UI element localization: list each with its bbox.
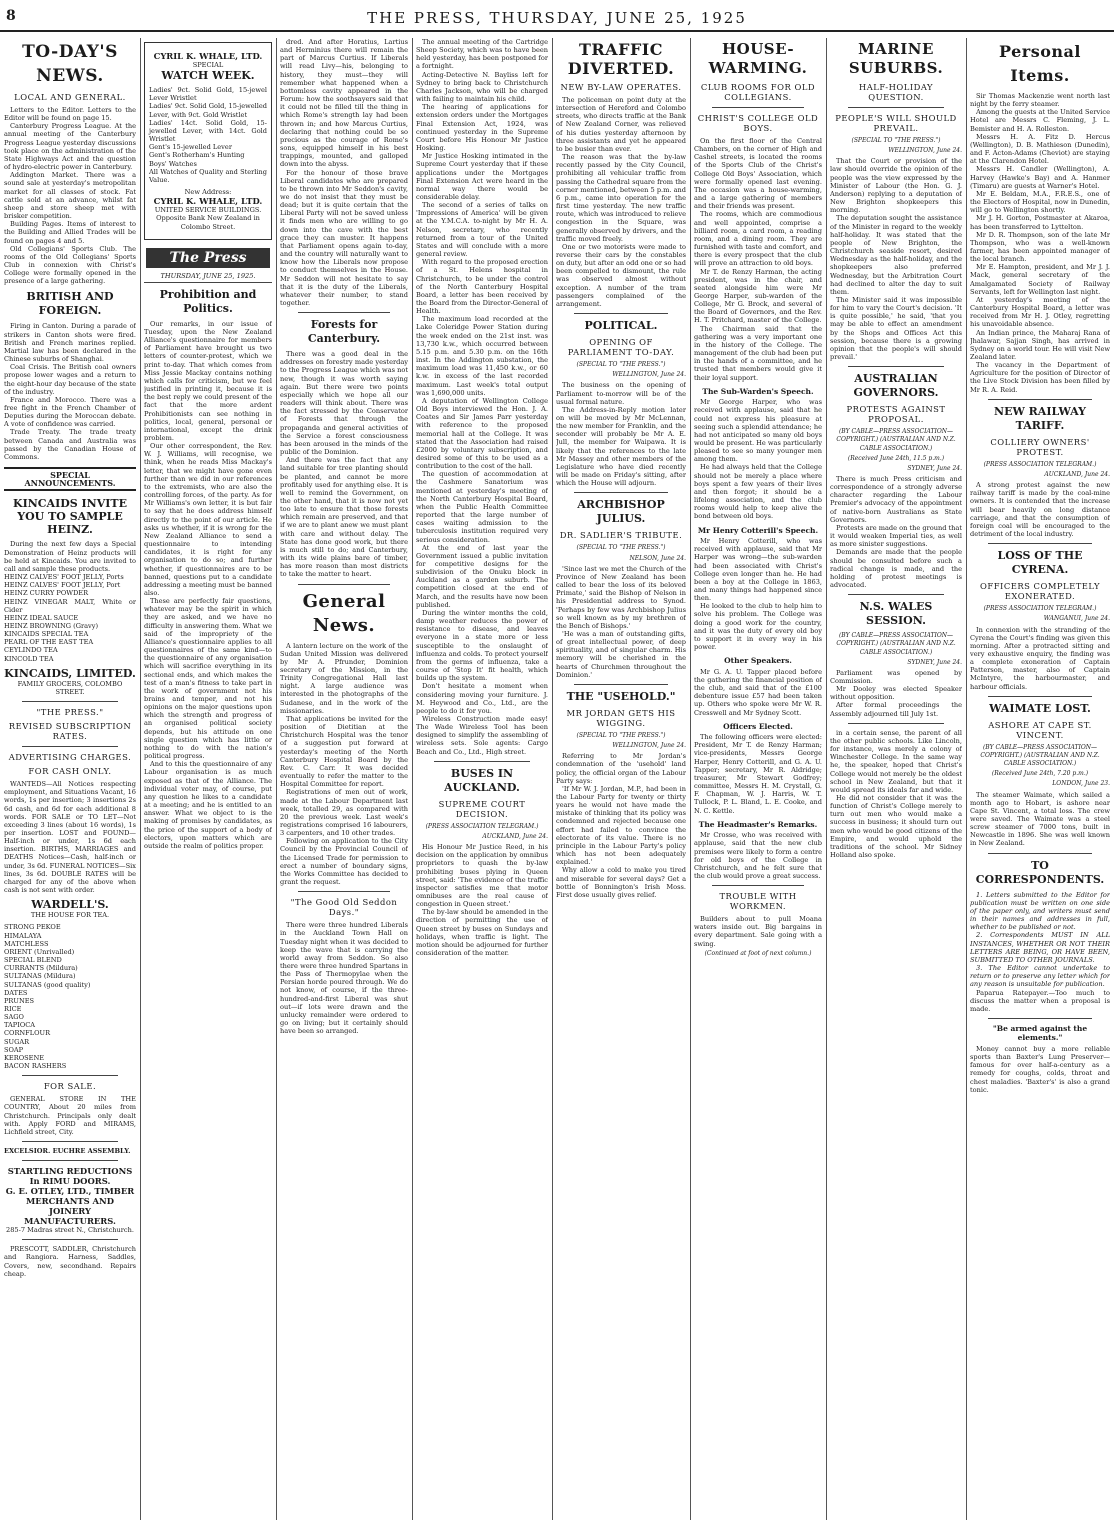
governors-paragraph: Demands are made that the people should be consulted before such a radical change is made, and the holding of protest meetings is advocated. xyxy=(830,548,962,590)
wardells-item: DATES xyxy=(4,988,28,997)
news-item: Coal Crisis. The British coal owners propose lower wages and a return to the eight-hour day because of the state of the industry. xyxy=(4,363,136,396)
column-rule xyxy=(966,38,967,1520)
house-warming-paragraph: On the first floor of the Central Chambers, on the corner of High and Cashel streets, is located the rooms of the Sports Club of the Christ's College Old Boys' Association, which were formally opened last evening. The occasion was a house-warming, and a large gathering of members and their friends was present. xyxy=(694,137,822,211)
editorial-paragraph: And to this the questionnaire of any Labour organisation is as much exposed as that of the Alliance. The individual voter may, of course, put any question he likes to a candidate at a meeting; and he is entitled to an answer. What we object to is the making of promises by candidates, as the price of the support of a body of electors, upon matters which are outside the realm of politics proper. xyxy=(144,760,272,850)
archbishop-paragraph: 'Since last we met the Church of the Province of New Zealand has been called to bear the loss of its beloved Primate,' said the Bishop of Nelson in his Presidential address to Synod. 'Perhaps by few was Archbishop Julius so well known as by my brethren of the Bench of Bishops.' xyxy=(556,564,686,630)
heinz-item: KINCOLD TEA xyxy=(4,654,54,663)
railway-dateline: AUCKLAND, June 24. xyxy=(1044,470,1110,478)
personal-item: Mr J. H. Gorton, Postmaster at Akaroa, has been transferred to Lyttelton. xyxy=(970,214,1110,231)
buses-title: BUSES IN AUCKLAND. xyxy=(444,766,520,794)
general-news-heading: General News. xyxy=(302,590,386,636)
column-7 xyxy=(830,38,962,1520)
railway-tariff-title: NEW RAILWAY TARIFF. xyxy=(994,404,1086,432)
wardells-item: KEROSENE xyxy=(4,1053,45,1062)
watch-item: Ladies' 9ct. Solid Gold, 15-jewelled Lever, with 9ct. Gold Wristlet xyxy=(149,102,267,119)
sub-warden-title: The Sub-Warden's Speech. xyxy=(702,386,814,396)
headmaster-paragraph: Mr Crosse, who was received with applause, said that the new club premises were likely to form a centre for old boys of the College in Christchurch, and he felt sure that the club would prove a great success. xyxy=(694,831,822,880)
usehold-paragraph: Referring to Mr Jordan's condemnation of the 'usehold' land policy, the official organ of the Labour Party says: xyxy=(556,752,686,785)
forests-title: Forests for Canterbury. xyxy=(307,318,381,346)
wardells-item: CORNFLOUR xyxy=(4,1029,51,1038)
wardells-item: HIMALAYA xyxy=(4,931,42,940)
otley-ad: G. E. OTLEY, LTD., TIMBER MERCHANTS AND JOINERY MANUFACTURERS. xyxy=(5,1186,135,1227)
editorial-paragraph: These are perfectly fair questions, whatever may be the spirit in which they are asked, and we have no difficulty in answering them. What we said of the impropriety of the Alliance's questionnaire applies to all questionnaires of the same kind—to the questionnaire of any organisation which will sacrifice everything in its sectional ends, and which makes the test of a man's fitness to take part in the work of government not his brains and temper, and not his opinions on the major questions upon which the strength and progress of an organised political society depends, but his attitude on one single question which has little or nothing to do with the nation's political progress. xyxy=(144,597,272,761)
news-paragraph: A deputation of Wellington College Old Boys interviewed the Hon. J. A. Coates and Sir James Parr yesterday with reference to the proposed memorial hall at the College. It was stated that the Association had raised £2000 by voluntary subscription, and desired some of this to be used as a contribution to the cost of the hall. xyxy=(416,396,548,471)
usehold-title: THE "USEHOLD." xyxy=(566,689,676,703)
house-warming-subtitle-2: CHRIST'S COLLEGE OLD BOYS. xyxy=(697,113,819,133)
column-6 xyxy=(694,38,822,1520)
marine-suburbs-title: MARINE SUBURBS. xyxy=(848,40,944,77)
traffic-paragraph: The policeman on point duty at the intersection of Hereford and Colombo streets, who directs traffic at the Bank of New Zealand Corner, was relieved of his duties yesterday afternoon by three assistants and yet he appeared to be busier than ever. xyxy=(556,96,686,153)
speakers-title: Other Speakers. xyxy=(724,656,792,666)
heinz-item: HEINZ VINEGAR MALT, White or Cider xyxy=(4,597,136,614)
personal-item: Mr E. Beldam, M.A., F.R.E.S., one of the Electors of Hospital, now in Dunedin, will go to Wellington shortly. xyxy=(970,189,1110,215)
political-dateline: WELLINGTON, June 24. xyxy=(612,371,686,379)
personal-item: Mr D. R. Thompson, son of the late Mr Thompson, who was a well-known farmer, has been appointed manager of the local branch. xyxy=(970,230,1110,264)
advertising-body: WANTEDS—All Notices respecting employment, and Situations Vacant, 16 words, 1s per insertion; 3 insertions 2s 6d cash, and 6d for each additional 8 words. FOR SALE or TO LET—Not exceeding 3 lines (about 16 words), 1s per insertion. LOST and FOUND—Half-inch or under, 1s 6d each insertion. BIRTHS, MARRIAGES and DEATHS Notices—Cash, half-inch or under, 3s 6d. FUNERAL NOTICES—Six lines, 3s 6d. DOUBLE RATES will be charged for any of the above when cash is not sent with order. xyxy=(4,780,136,895)
whale-new-address-label: New Address: xyxy=(184,188,232,197)
marine-suburbs-subtitle-2: PEOPLE'S WILL SHOULD PREVAIL. xyxy=(835,113,957,133)
news-paragraph: During the winter months the cold, damp weather reduces the power of resistance to disease, and leaves everyone in a state more or less susceptible to the onslaught of influenza and colds. To protect yourself from the germs of influenza, take a course of 'Stop It' fit health, which builds up the system. xyxy=(416,608,548,683)
railway-paragraph: A strong protest against the new railway tariff is made by the coal-mine owners. It is contended that the increase will bear heavily on long distance carriage, and that the consumption of foreign coal will be encouraged to the detriment of the local industry. xyxy=(970,481,1110,539)
special-announcements-heading: SPECIAL ANNOUNCEMENTS. xyxy=(4,467,136,491)
wardells-item: SULTANAS (good quality) xyxy=(4,980,91,989)
archbishop-byline: (SPECIAL TO "THE PRESS.") xyxy=(576,544,666,552)
usehold-dateline: WELLINGTON, June 24. xyxy=(612,742,686,750)
cyrena-subtitle: OFFICERS COMPLETELY EXONERATED. xyxy=(980,581,1100,602)
political-paragraph: The business on the opening of Parliament to-morrow will be of the usual formal nature. xyxy=(556,381,686,406)
wardells-item: SPECIAL BLEND xyxy=(4,956,62,965)
watch-item: Ladies' 9ct. Solid Gold, 15-jewel Lever Wristlet xyxy=(149,86,267,103)
local-general-subhead: LOCAL AND GENERAL. xyxy=(14,92,126,102)
trouble-paragraph: Builders about to pull Moana waters inside out. Big bargains in every department. Sale going with a swing. xyxy=(694,915,822,948)
buses-subtitle: SUPREME COURT DECISION. xyxy=(438,798,526,819)
press-logo: The Press xyxy=(146,248,270,268)
general-news-item: Following on application to the City Council by the Provincial Council of the Licensed Trade for permission to erect a number of boundary signs, the Works Committee has decided to grant the request. xyxy=(280,837,408,887)
wardells-item: PRUNES xyxy=(4,996,35,1005)
watch-item: Gent's 15-jewelled Lever xyxy=(149,143,232,152)
page-number: 8 xyxy=(6,8,16,24)
heinz-item: HEINZ CALVES' FOOT JELLY, Port xyxy=(4,581,121,590)
news-item: Old Collegians' Sports Club. The rooms of the Old Collegians' Sports Club in connexion with Christ's College were formally opened in the presence of a large gathering. xyxy=(4,244,136,286)
speakers-paragraph: Mr G. A. U. Tapper placed before the gathering the financial position of the club, and said that of the £100 debenture issue £57 had been taken up. Others who spoke were Mr W. R. Cresswell and Mr Sydney Scott. xyxy=(694,667,822,717)
personal-item: Messrs H. Candler (Wellington), A. Harvey (Hawke's Bay) and A. Hanmer (Timaru) are guests at Warner's Hotel. xyxy=(970,165,1110,190)
column-rule xyxy=(826,38,827,1520)
waimate-byline: (BY CABLE—PRESS ASSOCIATION—COPYRIGHT.) (AUSTRALIAN AND N.Z. CABLE ASSOCIATION.) xyxy=(980,743,1100,768)
heinz-item: HEINZ IDEAL SAUCE xyxy=(4,613,79,622)
news-paragraph: The hearing of applications for extension orders under the Mortgages Final Extension Act, 1924, was continued yesterday in the Supreme Court before His Honour Mr Justice Hosking. xyxy=(416,103,548,153)
house-warming-title: HOUSE-WARMING. xyxy=(708,40,808,77)
excelsior-ad: EXCELSIOR. EUCHRE ASSEMBLY. xyxy=(4,1147,131,1155)
editorial-continued: dred. And after Horatius, Lartius and Herminius there will remain the part of Marcus Curtius. If Liberals will read Livy—his, belonging to history, they must—they will remember what happened when a bottomless cavity appeared in the Forum: how the soothsayers said that it could not be filled till the thing in which Rome's strength lay had been thrown in; and how Marcus Curtius, declaring that nothing could be so precious as the courage of Rome's sons, equipped himself in his best trappings, mounted, and galloped down into the abyss. xyxy=(280,38,408,169)
buses-paragraph: His Honour Mr Justice Reed, in his decision on the application by omnibus proprietors to quash the by-law prohibiting buses plying in Queen street, said: 'The evidence of the traffic inspector satisfies me that motor omnibuses are the real cause of congestion in Queen street.' xyxy=(416,843,548,909)
news-paragraph: Acting-Detective N. Bayliss left for Sydney to bring back to Christchurch Charles Jackson, who will be charged with failing to maintain his child. xyxy=(416,70,548,104)
news-paragraph: With regard to the proposed erection of a St. Helens hospital in Christchurch, to be under the control of the North Canterbury Hospital Board, a letter has been received by the Board from the Director-General of Health. xyxy=(416,258,548,316)
continued-note: (Continued at foot of next column.) xyxy=(704,949,812,957)
house-warming-paragraph: The rooms, which are commodious and well appointed, comprise a billiard room, a card room, a reading room, and a dining room. They are furnished with taste and comfort, and there is every prospect that the club will prove an attraction to old boys. xyxy=(694,210,822,268)
watch-item: Boys' Watches xyxy=(149,159,197,168)
governors-paragraph: Protests are made on the ground that it would weaken Imperial ties, as well as more sinister suggestions. xyxy=(830,523,962,549)
rates-subtitle: REVISED SUBSCRIPTION RATES. xyxy=(8,721,132,742)
political-title: POLITICAL. xyxy=(584,319,658,333)
personal-item: At yesterday's meeting of the Canterbury Hospital Board, a letter was received from Mr H. J. Otley, regretting his unavoidable absence. xyxy=(970,295,1110,329)
otley-address: 285-7 Madras street N., Christchurch. xyxy=(6,1226,134,1235)
news-paragraph: At the end of last year the Government issued a public invitation for competitive designs for the subdivision of the Onuku block in Auckland as a garden suburb. The competition closed at the end of March, and the results have now been published. xyxy=(416,543,548,609)
governors-dateline: SYDNEY, June 24. xyxy=(907,464,962,472)
wardells-tagline: THE HOUSE FOR TEA. xyxy=(30,911,110,920)
seddon-title: "The Good Old Seddon Days." xyxy=(290,897,398,918)
wardells-name: WARDELL'S. xyxy=(31,898,109,912)
heinz-item: HEINZ BROWNING (Gravy) xyxy=(4,621,99,630)
waimate-title: WAIMATE LOST. xyxy=(989,701,1091,715)
news-item: Addington Market. There was a sound sale at yesterday's metropolitan market for all classes of stock. Fat cattle sold at an advance, whilst fat sheep and store sheep met with brisker competition. xyxy=(4,171,136,221)
watch-item: Ladies' 14ct. Solid Gold, 15-jewelled Lever, with 14ct. Gold Wristlet xyxy=(149,118,267,144)
wardells-item: TAPIOCA xyxy=(4,1021,36,1030)
governors-title: AUSTRALIAN GOVERNORS. xyxy=(853,372,939,400)
archbishop-subtitle: DR. SADLIER'S TRIBUTE. xyxy=(559,530,683,541)
cyrena-paragraph: In connexion with the stranding of the Cyrena the Court's finding was given this morning. After a protracted sitting and very exhaustive enquiry, the finding was a complete exoneration of Captain Patterson, master, also of Captain McIntyre, the harbourmaster, and harbour officials. xyxy=(970,625,1110,691)
political-paragraph: The Address-in-Reply motion later on will be moved by Mr McLennan, the new member for Franklin, and the seconder will probably be Mr A. E. Jull, the member for Waipawa. It is likely that the references to the late Mr Massey and other members of the Legislature who have died recently will be made on Friday's sitting, after which the House will adjourn. xyxy=(556,405,686,488)
archbishop-dateline: NELSON, June 24. xyxy=(629,554,686,562)
marine-suburbs-subtitle: HALF-HOLIDAY QUESTION. xyxy=(858,82,934,102)
nsw-session-title: N.S. WALES SESSION. xyxy=(859,600,933,628)
governors-received: (Received June 24th, 11.5 p.m.) xyxy=(847,454,945,462)
general-news-item: Registrations of men out of work, made at the Labour Department last week, totalled 29, as compared with 20 the previous week. Last week's registrations comprised 16 labourers, 3 carpenters, and 10 other trades. xyxy=(280,788,408,838)
waimate-subtitle: ASHORE AT CAPE ST. VINCENT. xyxy=(988,719,1092,740)
column-5 xyxy=(556,38,686,1520)
cotterill-paragraph: Mr Henry Cotterill, who was received with applause, said that Mr Harper was wrong—the sub-warden had been associated with Christ's College even longer than he. He had been a boy at the College in 1863, and many things had happened since then. xyxy=(694,537,822,603)
political-subtitle: OPENING OF PARLIAMENT TO-DAY. xyxy=(567,337,675,358)
personal-item: Sir Thomas Mackenzie went north last night by the ferry steamer. xyxy=(970,92,1110,109)
personal-item: The vacancy in the Department of Agriculture for the position of Director of the Live Stock Division has been filled by Mr R. A. Reid. xyxy=(970,361,1110,394)
column-rule xyxy=(140,38,141,1520)
general-news-item: A lantern lecture on the work of the Sudan United Mission was delivered by Mr A. Pfrunder, Dominion secretary of the Mission, in the Trinity Congregational Hall last night. A large audience was interested in the photographs of the Sudanese, and in the work of the missionaries. xyxy=(280,641,408,715)
railway-byline: (PRESS ASSOCIATION TELEGRAM.) xyxy=(983,460,1097,468)
heinz-ad-body: During the next few days a Special Demonstration of Heinz products will be held at Kincaids. You are invited to call and sample these products. xyxy=(4,540,136,573)
news-item: Building Pages. Items of interest to the Building and Allied Trades will be found on pages 4 and 5. xyxy=(4,220,136,245)
for-sale-title: FOR SALE. xyxy=(43,1081,97,1092)
marine-dateline: WELLINGTON, June 24. xyxy=(888,147,962,155)
whale-watch-ad xyxy=(144,42,272,240)
kincaids-name: KINCAIDS, LIMITED. xyxy=(4,666,136,680)
nsw-paragraph: After formal proceedings the Assembly adjourned till July 1st. xyxy=(830,701,962,718)
watch-item: All Watches of Quality and Sterling Value. xyxy=(149,167,267,184)
traffic-title: TRAFFIC DIVERTED. xyxy=(567,40,675,78)
traffic-subtitle: NEW BY-LAW OPERATES. xyxy=(560,82,682,92)
advertising-subtitle: FOR CASH ONLY. xyxy=(28,766,112,777)
traffic-paragraph: One or two motorists were made to reverse their cars by the constables on duty, but after an odd one or so had been compelled to dismount, the rule was observed almost without exception. A number of the tram passengers complained of the arrangement. xyxy=(556,242,686,308)
whale-special: SPECIAL xyxy=(192,61,224,69)
headmaster-title: The Headmaster's Remarks. xyxy=(698,819,818,829)
column-3 xyxy=(280,38,408,1520)
cyrena-byline: (PRESS ASSOCIATION TELEGRAM.) xyxy=(983,605,1097,613)
wardells-item: ORIENT (Unrivalled) xyxy=(4,947,75,956)
waimate-received: (Received June 24th, 7.20 p.m.) xyxy=(991,770,1089,778)
prescott-ad: PRESCOTT, SADDLER, Christchurch and Rangiora. Harness, Saddles, Covers, new, secondhand. Repairs cheap. xyxy=(4,1245,136,1278)
wardells-item: BACON RASHERS xyxy=(4,1062,67,1071)
usehold-byline: (SPECIAL TO "THE PRESS.") xyxy=(576,731,666,739)
news-paragraph: The second of a series of talks on 'Impressions of America' will be given at the Y.M.C.A. to-night by Mr H. A. Nelson, secretary, who recently returned from a tour of the United States and will conclude with a more general review. xyxy=(416,201,548,259)
news-paragraph: Mr Justice Hosking intimated in the Supreme Court yesterday that if these applications under the Mortgages Final Extension Act were heard in the normal way there would be considerable delay. xyxy=(416,152,548,201)
startling-ad: STARTLING REDUCTIONS In RIMU DOORS. xyxy=(7,1166,133,1187)
wardells-item: SUGAR xyxy=(4,1037,30,1046)
cotterill-paragraph: He looked to the club to help him to solve his problem. The College was doing a good work for the country, and it was the duty of every old boy to support it in every way in his power. xyxy=(694,602,822,652)
whale-address-name: CYRIL K. WHALE, LTD. xyxy=(153,196,263,207)
column-rule xyxy=(552,38,553,1520)
nsw-byline: (BY CABLE—PRESS ASSOCIATION—COPYRIGHT.) (AUSTRALIAN AND N.Z. CABLE ASSOCIATION.) xyxy=(836,632,956,656)
usehold-paragraph: Why allow a cold to make you tired and miserable for several days? Get a bottle of Bonnington's Irish Moss. First dose usually gives relief. xyxy=(556,866,686,899)
whale-watch-week: WATCH WEEK. xyxy=(161,69,255,83)
heinz-item: KINCAIDS SPECIAL TEA xyxy=(4,630,89,639)
heinz-item: PEARL OF THE EAST TEA xyxy=(4,638,94,647)
forests-paragraph: There was a good deal in the addresses on forestry made yesterday to the Progress League which was not new, though it was worth saying again. But there were two points especially which we hope all our readers will think about. There was the fact stressed by the Conservator of Forests that through the propaganda and general activities of the Service a forest consciousness has been aroused in the minds of the public of the Dominion. xyxy=(280,350,408,457)
buses-dateline: AUCKLAND, June 24. xyxy=(482,832,548,840)
column-rule xyxy=(276,38,277,1520)
advertising-title: ADVERTISING CHARGES. xyxy=(8,752,132,763)
waimate-paragraph: The steamer Waimate, which sailed a month ago to Hobart, is ashore near Cape St. Vincent, a total loss. The crew were saved. The Waimate was a steel screw steamer of 7000 tons, built in Newcastle in 1896. She was well known in New Zealand. xyxy=(970,790,1110,848)
marine-byline: (SPECIAL TO "THE PRESS.") xyxy=(851,137,941,144)
buses-paragraph: The by-law should be amended in the direction of permitting the use of Queen street by buses on Sundays and holidays, when traffic is light. The motion should be adjourned for further consideration of the matter. xyxy=(416,908,548,958)
wardells-item: SAGO xyxy=(4,1013,24,1022)
whale-address-street: Opposite Bank New Zealand in Colombo Street. xyxy=(156,214,260,231)
wardells-item: SULTANAS (Mildura) xyxy=(4,972,76,981)
heinz-item: HEINZ CURRY POWDER xyxy=(4,589,89,598)
marine-paragraph: The deputation sought the assistance of the Minister in regard to the weekly half-holiday. It was stated that the people of New Brighton, the Christchurch seaside resort, desired Wednesday as the half-holiday, and the shopkeepers also preferred Wednesday, but the Arbitration Court had declined to alter the day to suit them. xyxy=(830,214,962,296)
traffic-paragraph: The reason was that the by-law recently passed by the City Council, prohibiting all vehicular traffic from passing the Cathedral square from the corner mentioned, between 5 p.m. and 6 p.m., came into operation for the first time yesterday. The new traffic route, which was introduced to relieve congestion in the Square, was generally observed by drivers, and the traffic moved freely. xyxy=(556,153,686,243)
armed-paragraph: Money cannot buy a more reliable sports than Baxter's Lung Preserver—famous for over half-a-century as a remedy for coughs, colds, throat and chest maladies. 'Baxter's' is also a grand tonic. xyxy=(970,1044,1110,1094)
governors-byline: (BY CABLE—PRESS ASSOCIATION—COPYRIGHT.) (AUSTRALIAN AND N.Z. CABLE ASSOCIATION.) xyxy=(836,428,956,452)
news-item: France and Morocco. There was a free fight in the French Chamber of Deputies during the Moroccan debate. A vote of confidence was carried. xyxy=(4,395,136,429)
correspondents-note: 2. Correspondents MUST IN ALL INSTANCES, WHETHER OR NOT THEIR LETTERS ARE BEING, OR HAVE BEEN, SUBMITTED TO OTHER JOURNALS. xyxy=(970,931,1110,964)
news-item: Letters to the Editor. Letters to the Editor will be found on page 15. xyxy=(4,106,136,123)
wardells-item: RICE xyxy=(4,1004,22,1013)
news-paragraph: Wireless Construction made easy! The Wade Wireless Tool has been designed to simplify the assembling of wireless sets. Sole agents: Cargo Beach and Co., Ltd., High street. xyxy=(416,714,548,756)
nsw-paragraph: Parliament was opened by Commission. xyxy=(830,668,962,685)
personal-item: An Indian prince, the Maharaj Rana of Jhalawar, Sajjan Singh, has arrived in Sydney on a world tour. He will visit New Zealand later. xyxy=(970,328,1110,361)
personal-item: Among the guests at the United Service Hotel are Messrs C. Fleming, J. L. Bemister and H. A. Rolleston. xyxy=(970,108,1110,133)
house-warming-paragraph: Mr T. de Renzy Harman, the acting president, was in the chair, and seated alongside him were Mr George Harper, sub-warden of the College, Mr G. Brock, and several of the Board of Governors, and the Rev. H. T. Pritchard, master of the College. xyxy=(694,267,822,325)
editorial-date: THURSDAY, JUNE 25, 1925. xyxy=(144,272,272,283)
governors-subtitle: PROTESTS AGAINST PROPOSAL. xyxy=(846,404,946,425)
trouble-title: TROUBLE WITH WORKMEN. xyxy=(719,891,797,912)
personal-items-title: Personal Items. xyxy=(999,42,1081,85)
continued-paragraph: in a certain sense, the parent of all the other public schools. Like Lincoln, for instance, was merely a colony of Winchester College. In the same way he, the speaker, hoped that Christ's College would not merely be the oldest school in New Zealand, but that it would spread its ideals far and wide. xyxy=(830,728,962,794)
cotterill-title: Mr Henry Cotterill's Speech. xyxy=(697,525,819,535)
watch-item: Gent's Rotherham's Hunting xyxy=(149,151,245,160)
archbishop-paragraph: 'He was a man of outstanding gifts, of great intellectual power, of deep spirituality, and of singular charm. His memory will be cherished in the hearts of Churchmen throughout the Dominion.' xyxy=(556,629,686,679)
marine-paragraph: That the Court or provision of the law should override the opinion of the people was the view expressed by the Minister of Labour (the Hon. G. J. Anderson) replying to a deputation of New Brighton shopkeepers this morning. xyxy=(830,157,962,215)
kincaids-address: FAMILY GROCERS, COLOMBO STREET. xyxy=(17,679,123,696)
wardells-item: STRONG PEKOE xyxy=(4,923,61,932)
cyrena-title: LOSS OF THE CYRENA. xyxy=(997,549,1083,577)
nsw-paragraph: Mr Dooley was elected Speaker without opposition. xyxy=(830,685,962,702)
seddon-paragraph: There were three hundred Liberals in the Auckland Town Hall on Tuesday night when it was decided to keep the wave that is carrying the world away from Seddon. So also there were three hundred Spartans in the Pass of Thermopylae when the Persian horde poured through. We do not know, of course, if the three-hundred-and-first Liberal was shut out—if lots were drawn and the unlucky remainder were ordered to go on living; but it certainly should have been so arranged. xyxy=(280,921,408,1036)
newspaper-title: THE PRESS, THURSDAY, JUNE 25, 1925 xyxy=(367,9,747,27)
house-warming-subtitle: CLUB ROOMS FOR OLD COLLEGIANS. xyxy=(700,82,816,102)
todays-news-heading: TO-DAY'S NEWS. xyxy=(22,42,118,86)
wardells-item: CURRANTS (Mildura) xyxy=(4,964,78,973)
personal-item: Mr E. Hampton, president, and Mr J. J. Mack, general secretary of the Amalgamated Society of Railway Servants, left for Wellington last night. xyxy=(970,263,1110,296)
correspondents-note: 3. The Editor cannot undertake to return or to preserve any letter which for any reason is unsuitable for publication. xyxy=(970,964,1110,989)
correspondents-note: 1. Letters submitted to the Editor for publication must be written on one side of the paper only, and writers must send in their names and addresses in full, whether to be published or not. xyxy=(970,890,1110,932)
column-8 xyxy=(970,38,1110,1520)
archbishop-title: ARCHBISHOP JULIUS. xyxy=(577,498,665,526)
usehold-paragraph: 'If Mr W. J. Jordan, M.P., had been in the Labour Party for twenty or thirty years he would not have made the mistake of thinking that its policy was condemned and rejected because one effort had failed to convince the electorate of its value. There is no principle in the Labour Party's policy which has not been adequately explained.' xyxy=(556,784,686,867)
column-rule xyxy=(690,38,691,1520)
officers-paragraph: The following officers were elected: President, Mr T. de Renzy Harman; vice-presidents, Messrs George Harper, Henry Cotterill, and G. A. U. Tapper; secretary, Mr R. Aldridge; treasurer, Mr Stewart Godfrey; committee, Messrs H. M. Crystall, G. F. Chapman, W. J. Harris, W. T. Tullock, P. L. Bland, L. E. Cooke, and N. C. Kettle. xyxy=(694,733,822,815)
masthead xyxy=(0,0,1114,32)
nsw-dateline: SYDNEY, June 24. xyxy=(907,658,962,666)
continued-paragraph: He did not consider that it was the function of Christ's College merely to turn out men who would make a success in business; it should turn out men who would be good citizens of the Empire, and would uphold the traditions of the school. Mr Sidney Holland also spoke. xyxy=(830,794,962,860)
whale-name: CYRIL K. WHALE, LTD. xyxy=(153,51,263,61)
wardells-item: MATCHLESS xyxy=(4,939,49,948)
for-sale-body: GENERAL STORE IN THE COUNTRY, About 20 miles from Christchurch. Principals only dealt with. Apply FORD and MIRAMS, Lichfield street, City. xyxy=(4,1095,136,1136)
british-foreign-heading: BRITISH AND FOREIGN. xyxy=(26,290,114,318)
buses-byline: (PRESS ASSOCIATION TELEGRAM.) xyxy=(425,822,539,830)
column-2 xyxy=(144,38,272,1520)
correspondents-note: Paparua Ratepayer.—Too much to discuss the matter when a proposal is made. xyxy=(970,988,1110,1013)
news-paragraph: The maximum load recorded at the Lake Coleridge Power Station during the week ended on the 21st inst. was 13,730 k.w., which occurred between 5.15 p.m. and 5.30 p.m. on the 16th inst. In the Addington substation, the maximum load was 11,450 k.w., or 60 k.w. in excess of the last recorded maximum. Last week's total output was 1,690,000 units. xyxy=(416,315,548,397)
heinz-item: CEYLINDO TEA xyxy=(4,646,58,655)
railway-tariff-subtitle: COLLIERY OWNERS' PROTEST. xyxy=(990,436,1090,457)
column-1 xyxy=(4,38,136,1520)
forests-paragraph: And there was the fact that any land suitable for tree planting should be planted, and cannot be more profitably used for anything else. It is well to remind the Government, on the other hand, that it is now not yet too late to ensure that those forests which remain are preserved, and that if we are to plant anew we must plant with care and without delay. The State has done good work, but there is much still to do; and Canterbury, with its wide plains bare of timber, has more reason than most districts to take the matter to heart. xyxy=(280,456,408,579)
news-paragraph: The question of accommodation at the Cashmere Sanatorium was mentioned at yesterday's meeting of the North Canterbury Hospital Board, when the Public Health Committee reported that the large number of cases waiting admission to the tuberculosis institution required very serious consideration. xyxy=(416,470,548,544)
editorial-title: Prohibition and Politics. xyxy=(159,287,257,315)
armed-title: "Be armed against the elements." xyxy=(992,1023,1088,1043)
news-item: Trade Treaty. The trade treaty between Canada and Australia was passed by the Canadian House of Commons. xyxy=(4,428,136,461)
waimate-dateline: LONDON, June 23. xyxy=(1052,780,1110,788)
house-warming-paragraph: The Chairman said that the gathering was a very important one in the history of the College. The management of the club had been put in the hands of a committee, and he trusted that members would give it their loyal support. xyxy=(694,324,822,382)
news-item: Firing in Canton. During a parade of strikers in Canton shots were fired. British and French marines replied. Martial law has been declared in the Chinese suburbs of Shanghai. xyxy=(4,322,136,364)
personal-item: Messrs H. A. Fitz D. Hercus (Wellington), D. B. Mathieson (Dunedin), and F. Acton-Adams (Cheviot) are staying at the Clarendon Hotel. xyxy=(970,132,1110,166)
wardells-item: SOAP xyxy=(4,1045,24,1054)
news-paragraph: The annual meeting of the Cartridge Sheep Society, which was to have been held yesterday, has been postponed for a fortnight. xyxy=(416,38,548,71)
sub-warden-paragraph: Mr George Harper, who was received with applause, said that he could not express his pleasure at seeing such a splendid attendance; he had not anticipated so many old boys would be present. He was particularly pleased to see so many younger men among them. xyxy=(694,398,822,464)
political-byline: (SPECIAL TO "THE PRESS.") xyxy=(576,361,666,369)
heinz-item: HEINZ CALVES' FOOT JELLY, Ports xyxy=(4,573,124,582)
usehold-subtitle: MR JORDAN GETS HIS WIGGING. xyxy=(566,707,676,728)
cyrena-dateline: WANGANUI, June 24. xyxy=(1043,615,1110,623)
whale-address-building: UNITED SERVICE BUILDINGS. xyxy=(154,206,262,215)
editorial-continued: For the honour of those brave Liberal candidates who are prepared to be thrown into Mr Seddon's cavity, we do not insist that they must be dead; but it is quite certain that the Liberal Party will not be saved unless it finds men who are willing to go down into the cave with the best grace they can muster. It happens that Parliament opens again to-day, and the country will naturally want to know how the Liberals now propose to conduct themselves in the House. Mr Seddon will not hesitate to say that it is the duty of the Liberals, whatever their number, to stand together. xyxy=(280,168,408,307)
editorial-paragraph: Our remarks, in our issue of Tuesday, upon the New Zealand Alliance's questionnaire for members of Parliament have brought us two letters of counter-protest, which we print to-day. That which comes from Miss Jessie Mackay contains nothing which calls for criticism, but we feel justified in printing it, because it is the best reply we could present of the fact that the more ardent Prohibitionists can see nothing in politics, local, general, personal or international, except the drink problem. xyxy=(144,319,272,442)
editorial-paragraph: Our other correspondent, the Rev. W. J. Williams, will recognise, we think, when he reads Miss Mackay's letter, that we might have gone even further than we did in our references to the extremists, who are also the controlling forces, of the party. As for Mr Williams's own letter, it is but fair to say that he does address himself directly to the point of our article. He asks us whether, if it is wrong for the New Zealand Alliance to send a questionnaire to intending candidates, it is right for any organisation to do so; and further whether, if questionnaires are to be banned, questions put to a candidate addressing a meeting must be banned also. xyxy=(144,442,272,597)
column-4 xyxy=(416,38,548,1520)
sub-warden-paragraph: He had always held that the College should not be merely a place where boys spent a few years of their lives and then forgot; it should be a lifelong association, and the club rooms would help to keep alive the bond between old boys. xyxy=(694,463,822,521)
news-paragraph: Don't hesitate a moment when considering moving your furniture. J. M. Heywood and Co., Ltd., are the people to do it for you. xyxy=(416,682,548,715)
correspondents-title: TO CORRESPONDENTS. xyxy=(975,858,1105,886)
heinz-ad-title: KINCAIDS INVITE YOU TO SAMPLE HEINZ. xyxy=(13,497,127,537)
general-news-item: That applications be invited for the position of Dietitian at the Christchurch Hospital was the tenor of a suggestion put forward at yesterday's meeting of the North Canterbury Hospital Board by the Rev. C. Carr. It was decided eventually to refer the matter to the Hospital Committee for report. xyxy=(280,714,408,789)
column-rule xyxy=(412,38,413,1520)
marine-paragraph: The Minister said it was impossible for him to vary the Court's decision. 'It is quite possible,' he said, 'that you may be able to effect an amendment by the Shops and Offices Act this session, because there is a growing opinion that the people's will should prevail.' xyxy=(830,295,962,362)
officers-title: Officers Elected. xyxy=(723,721,793,731)
rates-title: "THE PRESS." xyxy=(36,707,104,718)
news-item: Canterbury Progress League. At the annual meeting of the Canterbury Progress League yesterday discussions took place on the administration of the State Highways Act and the question of hydro-electric power in Canterbury. xyxy=(4,122,136,172)
governors-paragraph: There is much Press criticism and correspondence of a strongly adverse character regarding the Labour Premier's advocacy of the appointment of native-born Australians as State Governors. xyxy=(830,475,962,524)
